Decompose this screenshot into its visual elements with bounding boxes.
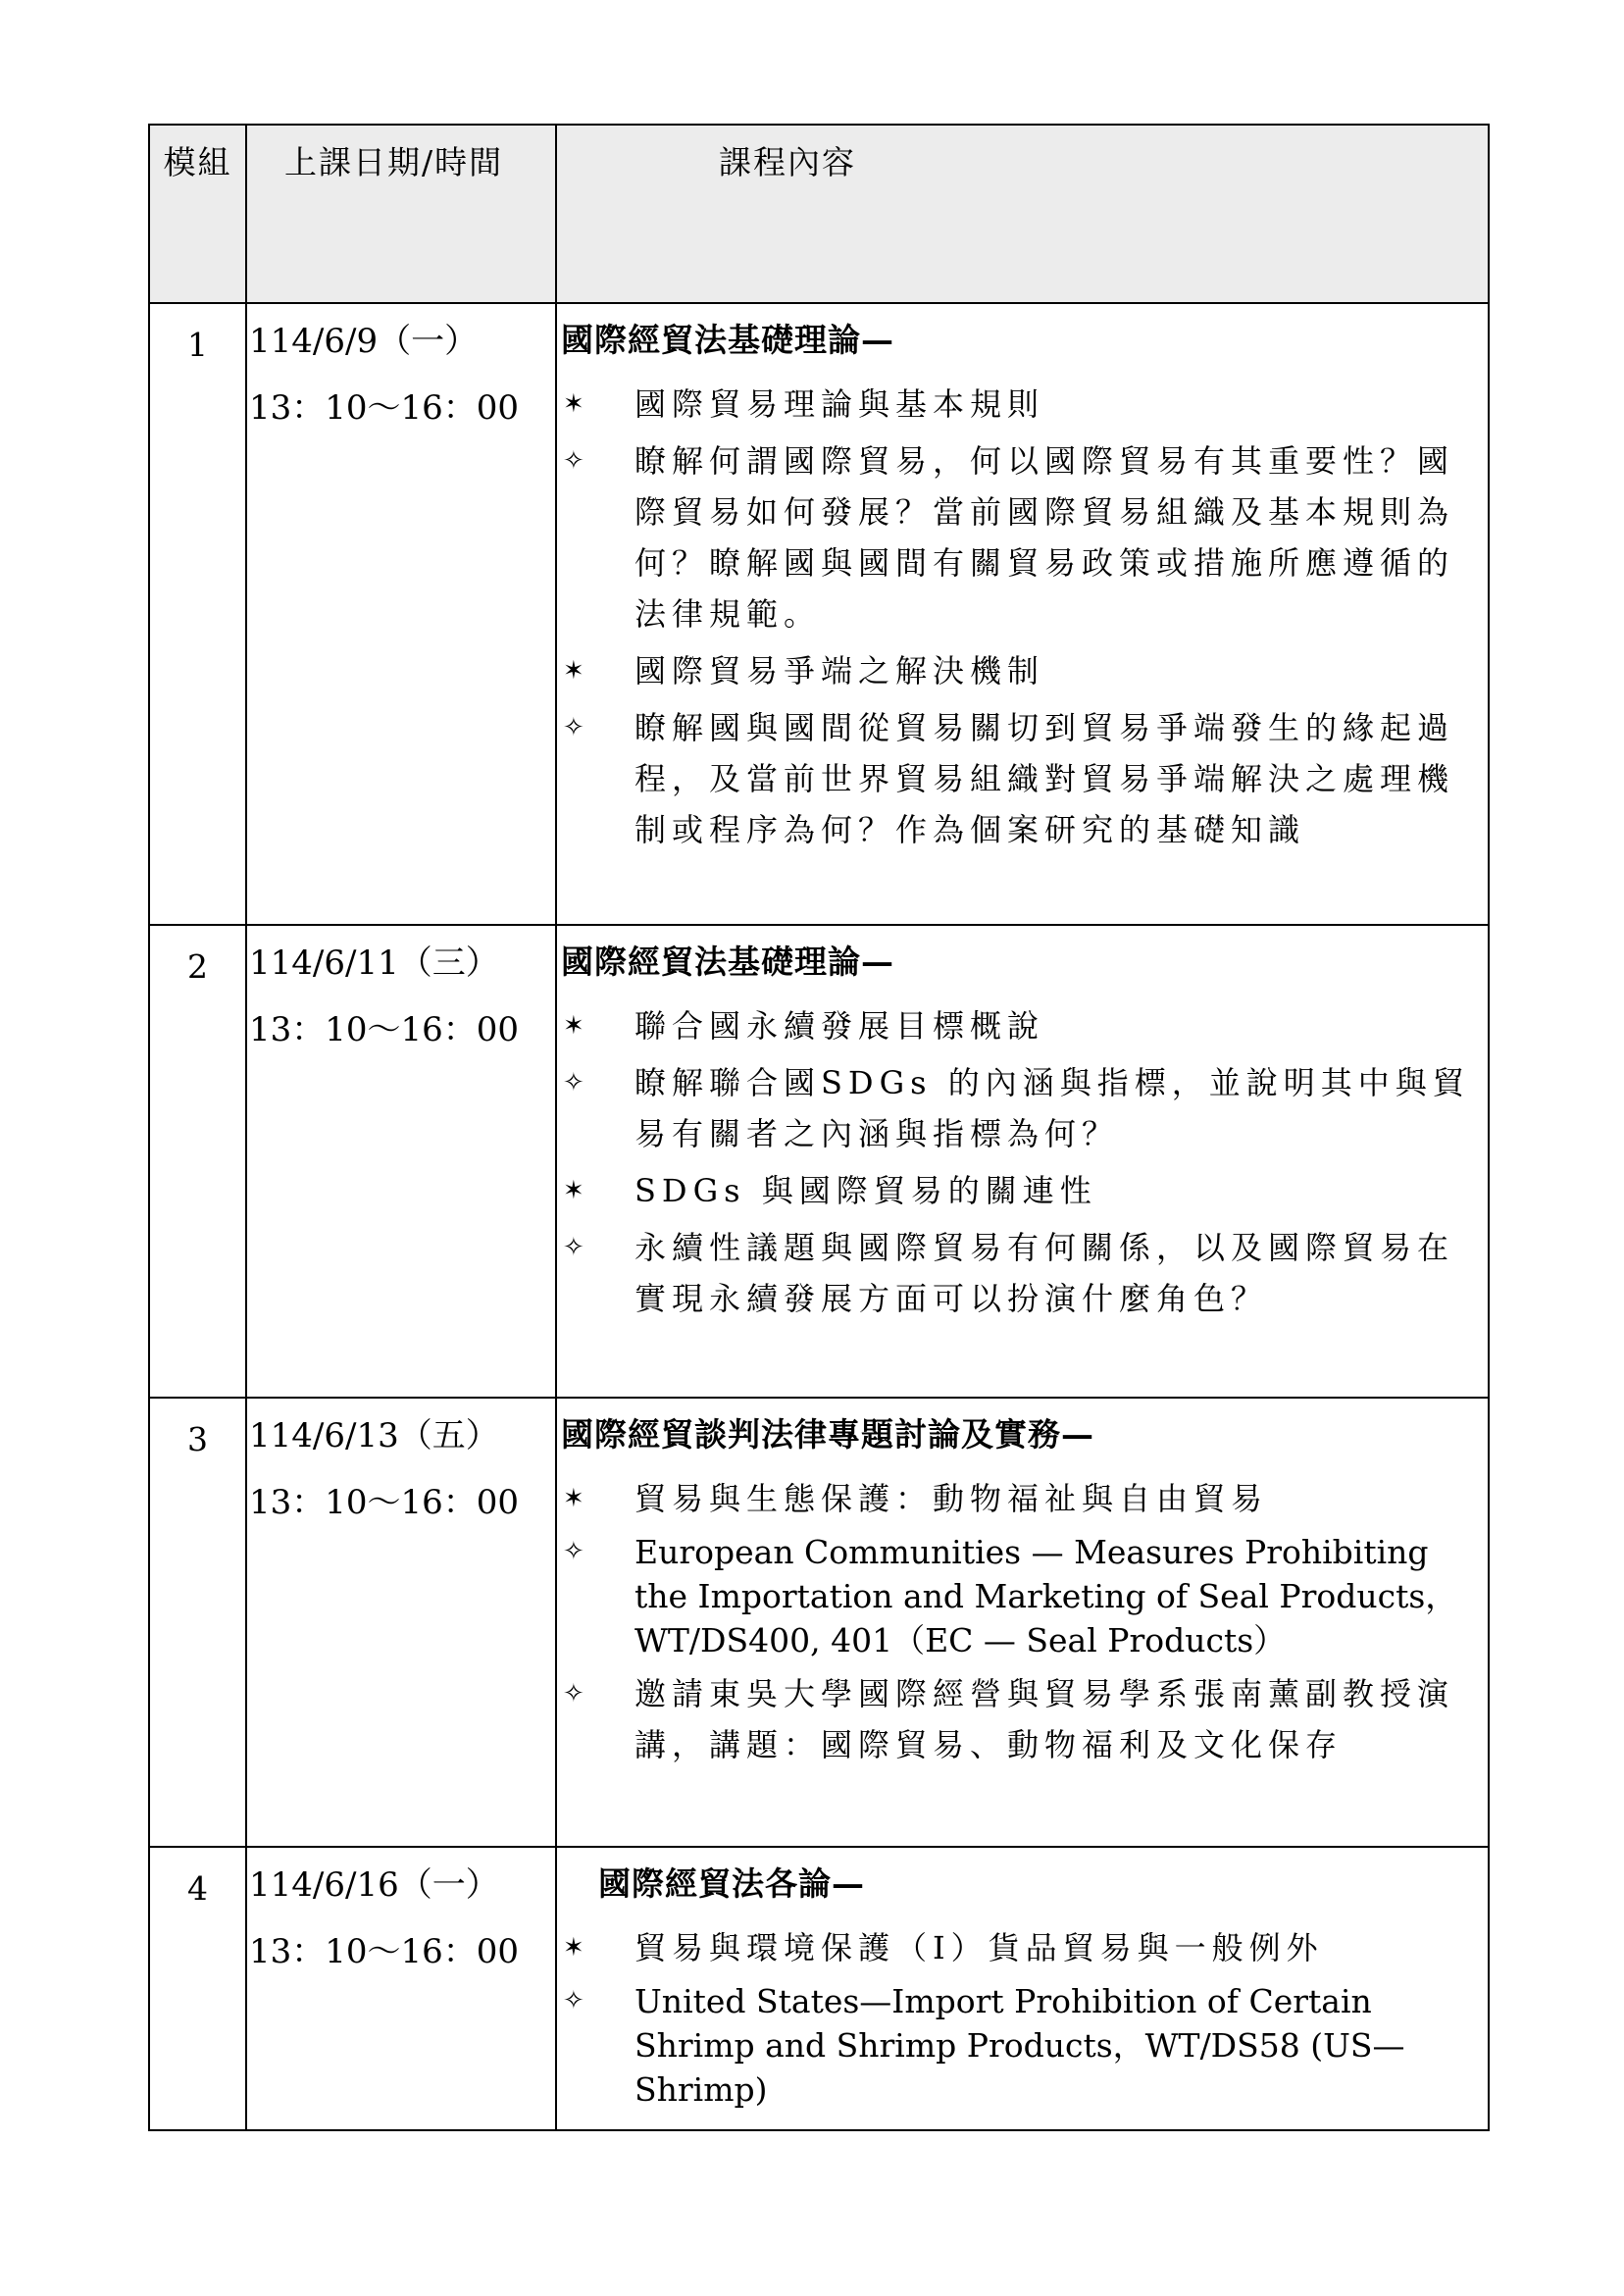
content-title: 國際經貿法基礎理論—: [561, 943, 894, 981]
course-content-cell: [556, 1847, 1489, 2130]
content-item-text: European Communities — Measures Prohibiting the Importation and Marketing of Seal Products，WT/DS400, 401（EC — Seal Products）: [634, 1533, 1458, 1659]
diamond-bullet-icon: ✧: [563, 713, 584, 742]
class-date: 114/6/11（三）: [249, 944, 499, 983]
star-bullet-icon: ✶: [563, 1176, 584, 1205]
date-time-cell: [246, 303, 556, 925]
content-item: [561, 1000, 1480, 1051]
content-item: [561, 702, 1480, 855]
content-item: [561, 1668, 1480, 1770]
module-number: 1: [149, 303, 246, 925]
header-date-time: 上課日期/時間: [246, 125, 556, 303]
table-row: [149, 925, 1489, 1398]
content-item: [561, 1222, 1480, 1324]
course-schedule-table: [148, 124, 1490, 2131]
module-number: 4: [149, 1847, 246, 2130]
course-content-cell: [556, 925, 1489, 1398]
table-row: [149, 303, 1489, 925]
content-item: [561, 379, 1480, 430]
class-date: 114/6/9（一）: [249, 322, 479, 361]
header-content: 課程內容: [556, 125, 1489, 303]
diamond-bullet-icon: ✧: [563, 1233, 584, 1262]
schedule-body: [149, 303, 1489, 2130]
module-number: 3: [149, 1398, 246, 1847]
content-item: [561, 1979, 1480, 2112]
diamond-bullet-icon: ✧: [563, 446, 584, 476]
content-item-text: 國際貿易理論與基本規則: [634, 385, 1045, 423]
star-bullet-icon: ✶: [563, 389, 584, 419]
content-item: [561, 645, 1480, 696]
content-item-text: 瞭解國與國間從貿易關切到貿易爭端發生的緣起過程，及當前世界貿易組織對貿易爭端解決之處理機制或程序為何？作為個案研究的基礎知識: [634, 709, 1455, 848]
date-time-cell: [246, 1847, 556, 2130]
content-item: [561, 1530, 1480, 1662]
content-title: 國際經貿法各論—: [598, 1864, 865, 1903]
content-item-text: 邀請東吳大學國際經營與貿易學系張南薰副教授演講，講題：國際貿易、動物福利及文化保存: [634, 1675, 1455, 1763]
content-item-text: 貿易與生態保護：動物福祉與自由貿易: [634, 1480, 1269, 1517]
content-item-text: 貿易與環境保護（I）貨品貿易與一般例外: [634, 1929, 1324, 1966]
course-content-cell: [556, 303, 1489, 925]
content-item-text: 瞭解何謂國際貿易，何以國際貿易有其重要性？國際貿易如何發展？當前國際貿易組織及基本規則為何？瞭解國與國間有關貿易政策或措施所應遵循的法律規範。: [634, 442, 1455, 633]
content-item: [561, 435, 1480, 639]
star-bullet-icon: ✶: [563, 1011, 584, 1041]
content-item: [561, 1165, 1480, 1216]
content-item: [561, 1922, 1480, 1973]
content-item-text: 聯合國永續發展目標概說: [634, 1007, 1045, 1045]
diamond-bullet-icon: ✧: [563, 1537, 584, 1566]
content-title: 國際經貿法基礎理論—: [561, 321, 894, 359]
class-time: 13：10～16：00: [249, 1010, 520, 1049]
content-item-text: 國際貿易爭端之解決機制: [634, 652, 1045, 689]
date-time-cell: [246, 925, 556, 1398]
diamond-bullet-icon: ✧: [563, 1986, 584, 2015]
content-item-text: 瞭解聯合國SDGs 的內涵與指標，並說明其中與貿易有關者之內涵與指標為何？: [634, 1064, 1470, 1152]
content-item-text: United States—Import Prohibition of Certain Shrimp and Shrimp Products，WT/DS58 (US—Shrimp): [634, 1982, 1405, 2109]
diamond-bullet-icon: ✧: [563, 1068, 584, 1097]
class-date: 114/6/16（一）: [249, 1865, 499, 1905]
header-module: 模組: [149, 125, 246, 303]
star-bullet-icon: ✶: [563, 1933, 584, 1963]
content-item: [561, 1057, 1480, 1159]
table-row: [149, 1398, 1489, 1847]
class-date: 114/6/13（五）: [249, 1416, 499, 1455]
module-number: 2: [149, 925, 246, 1398]
table-row: [149, 1847, 1489, 2130]
star-bullet-icon: ✶: [563, 656, 584, 686]
table-header-row: [149, 125, 1489, 303]
diamond-bullet-icon: ✧: [563, 1679, 584, 1709]
content-item-text: 永續性議題與國際貿易有何關係，以及國際貿易在實現永續發展方面可以扮演什麼角色？: [634, 1229, 1455, 1317]
class-time: 13：10～16：00: [249, 388, 520, 428]
content-item-text: SDGs 與國際貿易的關連性: [634, 1172, 1097, 1209]
star-bullet-icon: ✶: [563, 1484, 584, 1513]
content-item: [561, 1473, 1480, 1524]
course-content-cell: [556, 1398, 1489, 1847]
date-time-cell: [246, 1398, 556, 1847]
class-time: 13：10～16：00: [249, 1932, 520, 1971]
class-time: 13：10～16：00: [249, 1483, 520, 1522]
content-title: 國際經貿談判法律專題討論及實務—: [561, 1415, 1094, 1454]
